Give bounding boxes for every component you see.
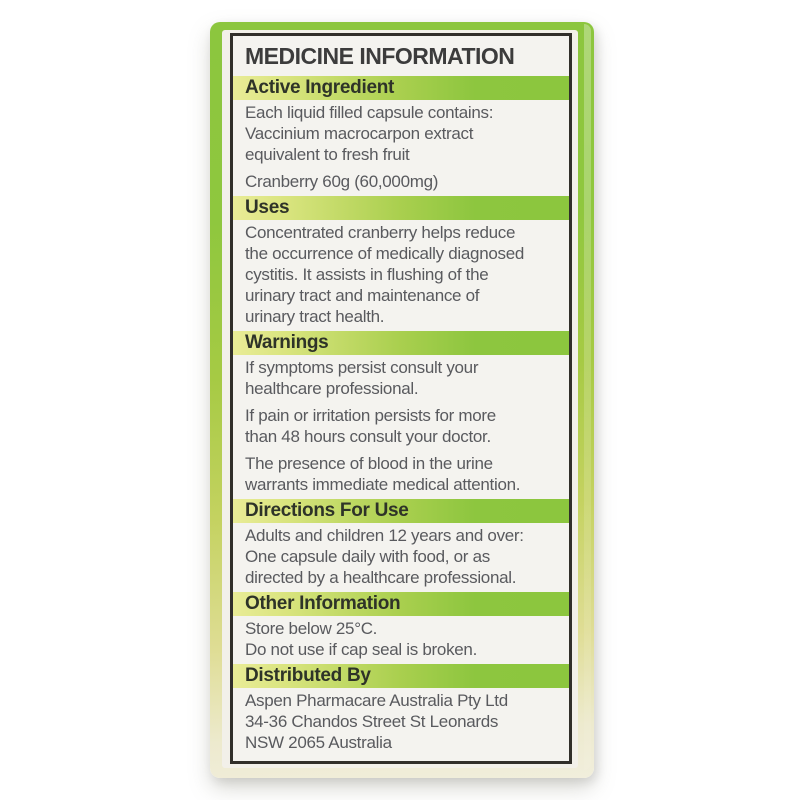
- section-body-uses: [233, 222, 569, 327]
- section-heading-warnings: Warnings: [233, 331, 569, 355]
- panel-title: MEDICINE INFORMATION: [245, 43, 515, 69]
- section-heading-uses: Uses: [233, 196, 569, 220]
- paragraph: [245, 525, 565, 588]
- body-line: Cranberry 60g (60,000mg): [245, 172, 439, 191]
- paragraph: [245, 405, 565, 447]
- body-line: Concentrated cranberry helps reduce: [245, 223, 516, 242]
- body-line: urinary tract and maintenance of: [245, 286, 480, 305]
- body-line: Do not use if cap seal is broken.: [245, 640, 478, 659]
- body-line: Each liquid filled capsule contains:: [245, 103, 494, 122]
- body-line: If pain or irritation persists for more: [245, 406, 496, 425]
- body-line: 34-36 Chandos Street St Leonards: [245, 712, 499, 731]
- paragraph: [245, 618, 565, 660]
- section-body-directions-for-use: [233, 525, 569, 588]
- body-line: Adults and children 12 years and over:: [245, 526, 524, 545]
- body-line: Vaccinium macrocarpon extract: [245, 124, 474, 143]
- carton-edge-highlight: [584, 24, 591, 770]
- body-line: The presence of blood in the urine: [245, 454, 493, 473]
- panel-mat: [222, 30, 578, 768]
- body-line: warrants immediate medical attention.: [245, 475, 521, 494]
- body-line: equivalent to fresh fruit: [245, 145, 410, 164]
- body-line: urinary tract health.: [245, 307, 385, 326]
- body-line: than 48 hours consult your doctor.: [245, 427, 491, 446]
- section-body-active-ingredient: [233, 102, 569, 192]
- body-line: If symptoms persist consult your: [245, 358, 479, 377]
- body-line: directed by a healthcare professional.: [245, 568, 517, 587]
- section-body-other-information: [233, 618, 569, 660]
- body-line: the occurrence of medically diagnosed: [245, 244, 525, 263]
- section-heading-distributed-by: Distributed By: [233, 664, 569, 688]
- paragraph: [245, 690, 565, 753]
- body-line: cystitis. It assists in flushing of the: [245, 265, 489, 284]
- medicine-carton-back-panel: [210, 22, 594, 778]
- section-body-warnings: [233, 357, 569, 495]
- medicine-information-panel: [230, 33, 572, 764]
- paragraph: [245, 453, 565, 495]
- paragraph: [245, 171, 565, 192]
- body-line: Store below 25°C.: [245, 619, 378, 638]
- paragraph: [245, 102, 565, 165]
- paragraph: [245, 357, 565, 399]
- paragraph: [245, 222, 565, 327]
- body-line: healthcare professional.: [245, 379, 419, 398]
- section-heading-directions-for-use: Directions For Use: [233, 499, 569, 523]
- body-line: NSW 2065 Australia: [245, 733, 392, 752]
- body-line: Aspen Pharmacare Australia Pty Ltd: [245, 691, 508, 710]
- section-heading-active-ingredient: Active Ingredient: [233, 76, 569, 100]
- section-body-distributed-by: [233, 690, 569, 753]
- section-heading-other-information: Other Information: [233, 592, 569, 616]
- body-line: One capsule daily with food, or as: [245, 547, 490, 566]
